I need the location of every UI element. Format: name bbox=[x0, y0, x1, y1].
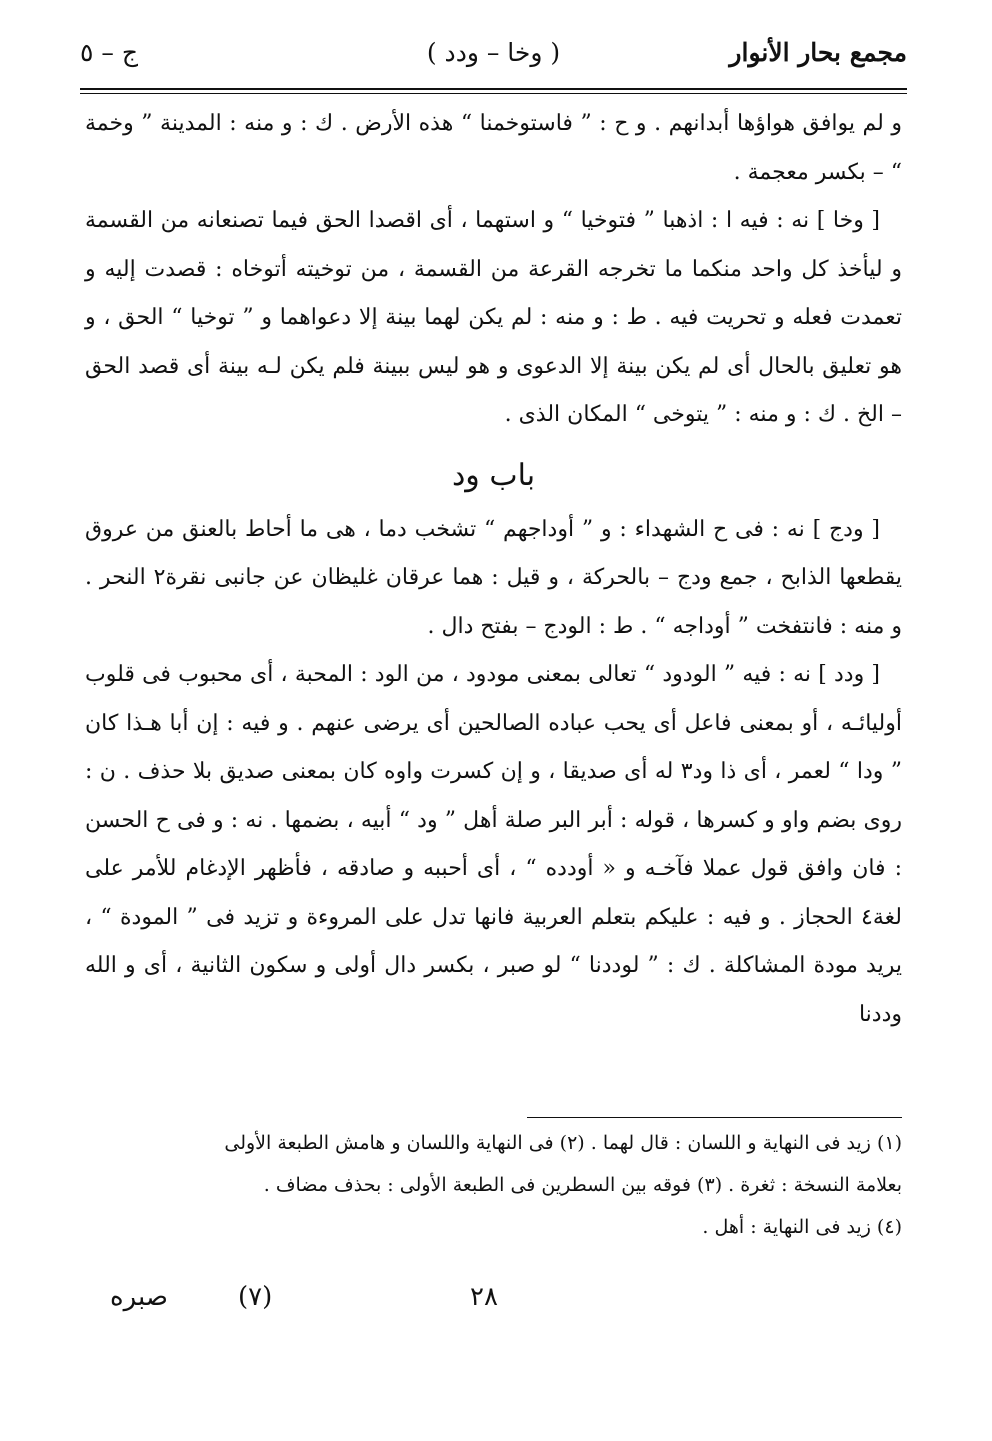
section-title: باب ود bbox=[451, 457, 536, 493]
paragraph-continuation: و لم يوافق هواؤها أبدانهم . و ح : ” فاستوخمنا “ هذه الأرض . ك : و منه : المدينة ” وخمة “ – بكسر معجمة . bbox=[85, 111, 902, 185]
footnotes bbox=[85, 1122, 902, 1248]
running-header bbox=[80, 38, 907, 84]
page-number: ٢٨ bbox=[470, 1282, 498, 1312]
header-book-title: مجمع بحار الأنوار bbox=[729, 38, 907, 67]
header-volume: ج – ٥ bbox=[80, 38, 138, 67]
entry-wadad: [ ودد ] نه : فيه ” الودود “ تعالى بمعنى مودود ، من الود : المحبة ، أى محبوب فى قلوب أوليائـه ، أو بمعنى فاعل أى يحب عباده الصالحين أى يرضى عنهم . و فيه : إن أبا هـذا كان ” ودا “ لعمر ، أى ذا ود٣ له أى صديقا ، و إن كسرت واوه كان بمعنى صديق بلا حذف . ن : روى بضم واو و كسرها ، قوله : أبر البر صلة أهل ” ود “ أبيه ، بضمها . نه : و فى ح الحسن : فان وافق قول عملا فآخـه و « أودده “ ، أى أحببه و صادقه ، فأظهر الإدغام للأمر على لغة٤ الحجاز . و فيه : عليكم بتعلم العربية فانها تدل على المروءة و تزيد فى ” المودة “ ، يريد مودة المشاكلة . ك : ” لوددنا “ لو صبر ، بكسر دال أولى و سكون الثانية ، أى و الله وددنا bbox=[85, 662, 902, 1027]
page-footer bbox=[0, 1282, 992, 1322]
catchword: صبره bbox=[110, 1282, 168, 1312]
header-rule-thin bbox=[80, 93, 907, 94]
footnote-line: بعلامة النسخة : ثغرة . (٣) فوقه بين السطرين فى الطبعة الأولى : بحذف مضاف . bbox=[263, 1174, 902, 1196]
footnote-separator bbox=[527, 1117, 902, 1118]
signature-mark: (٧) bbox=[238, 1282, 273, 1312]
footnote-line: (٤) زيد فى النهاية : أهل . bbox=[702, 1216, 902, 1238]
footnote-line: (١) زيد فى النهاية و اللسان : قال لهما . (٢) فى النهاية واللسان و هامش الطبعة الأولى bbox=[224, 1132, 902, 1154]
entry-wakha: [ وخا ] نه : فيه ا : اذهبا ” فتوخيا “ و استهما ، أى اقصدا الحق فيما تصنعانه من القسمة و ليأخذ كل واحد منكما ما تخرجه القرعة من القسمة ، من توخيته أتوخاه : قصدت إليه و تعمدت فعله و تحريت فيه . ط : و منه : لم يكن لهما بينة إلا دعواهما و ” توخيا “ الحق ، و هو تعليق بالحال أى لم يكن بينة إلا الدعوى و هو ليس ببينة فلم يكن لـه بينة أى قصد الحق – الخ . ك : و منه : ” يتوخى “ المكان الذى . bbox=[85, 208, 902, 427]
main-text bbox=[85, 100, 902, 1039]
header-rule-thick bbox=[80, 88, 907, 90]
entry-wadaj: [ ودج ] نه : فى ح الشهداء : و ” أوداجهم “ تشخب دما ، هى ما أحاط بالعنق من عروق يقطعها الذابح ، جمع ودج – بالحركة ، و قيل : هما عرقان غليظان عن جانبى نقرة٢ النحر . و منه : فانتفخت ” أوداجه “ . ط : الودج – بفتح دال . bbox=[85, 516, 902, 639]
header-section-range: ( وخا – ودد ) bbox=[426, 38, 561, 67]
